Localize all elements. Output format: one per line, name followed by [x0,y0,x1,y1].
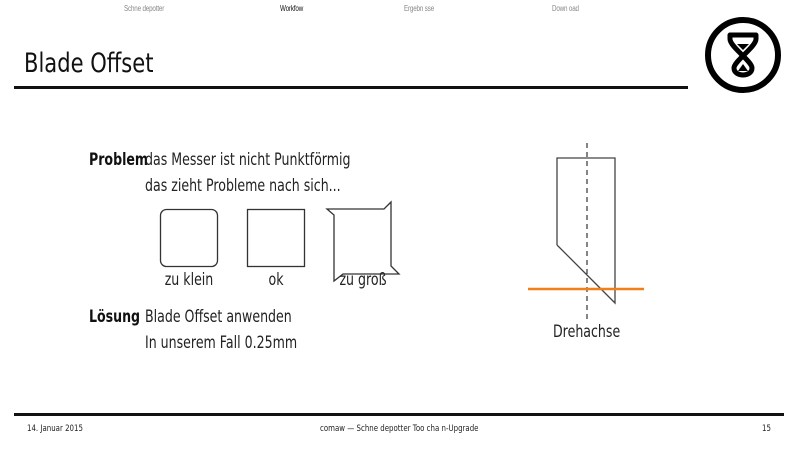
nav-item-download[interactable]: Down oad [552,4,579,13]
footer-title: comaw — Schne depotter Too cha n-Upgrade [320,424,479,434]
shape-label-too-small: zu klein [164,270,214,290]
nav-item-schneideplotter[interactable]: Schne depotter [124,4,165,13]
page-number: 15 [762,424,771,434]
shape-ok [248,210,305,267]
problem-line-2: das zieht Probleme nach sich... [145,176,341,196]
footer-date: 14. Januar 2015 [27,424,83,434]
shape-too-small [161,210,218,267]
blade-outline [557,158,615,303]
solution-label: Lösung [89,307,141,327]
blade-diagram [528,143,644,320]
nav-item-ergebnisse[interactable]: Ergebn sse [404,4,435,13]
solution-line-2: In unserem Fall 0.25mm [145,333,298,353]
nav-item-workflow[interactable]: Workfow [280,4,304,13]
solution-line-1: Blade Offset anwenden [145,307,292,327]
hourglass-in-circle-icon [701,15,785,95]
footer-divider [14,413,784,416]
title-divider [14,86,688,89]
section-nav [0,4,800,18]
problem-line-1: das Messer ist nicht Punktförmig [145,150,351,170]
shape-label-ok: ok [268,270,284,290]
slide-title: Blade Offset [24,48,154,79]
problem-label: Problem [89,150,149,170]
shape-label-too-big: zu groß [339,270,387,290]
rotation-axis-label: Drehachse [553,322,621,342]
